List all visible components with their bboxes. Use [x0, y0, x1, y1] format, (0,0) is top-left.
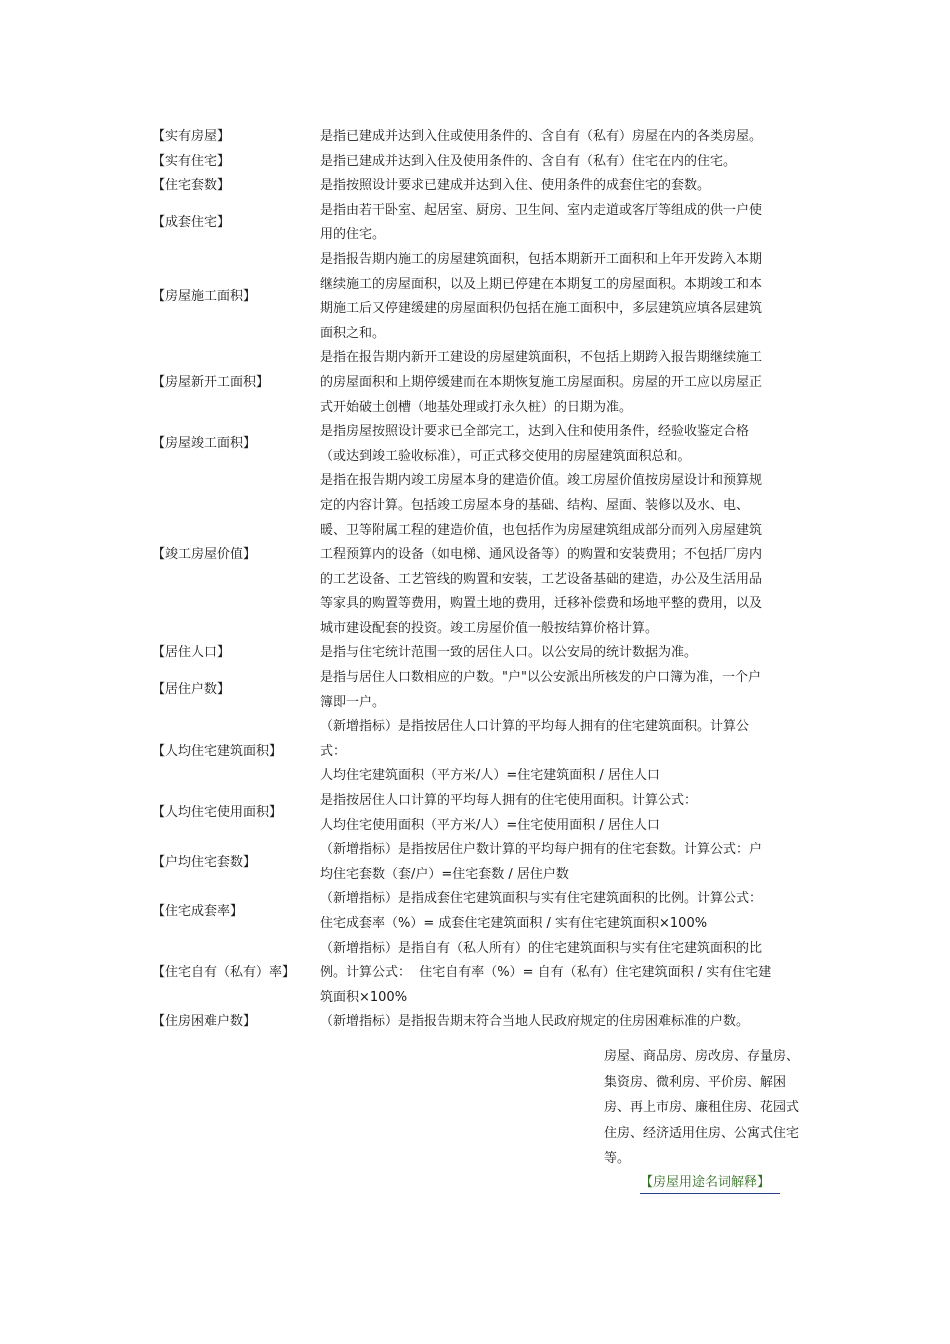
- definition-line: 例。计算公式： 住宅自有率（%）= 自有（私有）住宅建筑面积 / 实有住宅建: [320, 965, 772, 981]
- glossary-definition: [320, 838, 812, 887]
- glossary-term: 【房屋新开工面积】: [152, 374, 270, 390]
- definition-line: （新增指标）是指自有（私人所有）的住宅建筑面积与实有住宅建筑面积的比: [320, 940, 763, 956]
- glossary-row: [152, 641, 832, 666]
- glossary-term: 【房屋竣工面积】: [152, 436, 257, 452]
- glossary-table: [152, 125, 832, 1035]
- glossary-definition: [320, 937, 812, 1011]
- definition-line: 是指按照设计要求已建成并达到入住、使用条件的成套住宅的套数。: [320, 178, 711, 194]
- definition-line: 是指由若干卧室、起居室、厨房、卫生间、室内走道或客厅等组成的供一户使: [320, 202, 763, 218]
- definition-line: 是指与居住人口数相应的户数。"户"以公安派出所核发的户口簿为准，一个户: [320, 670, 761, 686]
- glossary-term: 【实有房屋】: [152, 129, 231, 144]
- glossary-term: 【住宅套数】: [152, 178, 231, 194]
- glossary-term: 【实有住宅】: [152, 153, 231, 169]
- glossary-row: [152, 838, 832, 887]
- definition-line: 定的内容计算。包括竣工房屋本身的基础、结构、屋面、装修以及水、电、: [320, 497, 750, 513]
- definition-line: 暖、卫等附属工程的建造价值，也包括作为房屋建筑组成部分而列入房屋建筑: [320, 522, 763, 538]
- definition-line: 城市建设配套的投资。竣工房屋价值一般按结算价格计算。: [320, 620, 659, 636]
- house-types-line: 等。: [604, 1151, 631, 1167]
- definition-line: 等家具的购置等费用，购置土地的费用，迁移补偿费和场地平整的费用，以及: [320, 596, 763, 612]
- glossary-definition: [320, 420, 812, 469]
- definition-line: 式：: [320, 743, 347, 759]
- definition-line: 面积之和。: [320, 325, 386, 341]
- glossary-row: [152, 937, 832, 1011]
- definition-line: 是指已建成并达到入住及使用条件的、含自有（私有）住宅在内的住宅。: [320, 153, 737, 169]
- definition-line: 是指在报告期内新开工建设的房屋建筑面积，不包括上期跨入报告期继续施工: [320, 350, 763, 366]
- glossary-definition: [320, 346, 812, 420]
- glossary-term: 【居住户数】: [152, 682, 231, 698]
- glossary-term: 【人均住宅使用面积】: [152, 805, 283, 821]
- definition-line: 筑面积×100%: [320, 989, 408, 1005]
- house-types-line: 集资房、微利房、平价房、解困: [604, 1074, 787, 1090]
- definition-line: 的工艺设备、工艺管线的购置和安装，工艺设备基础的建造，办公及生活用品: [320, 571, 763, 587]
- glossary-definition: [320, 715, 812, 789]
- definition-line: 是指报告期内施工的房屋建筑面积，包括本期新开工面积和上年开发跨入本期: [320, 251, 763, 267]
- definition-line: 工程预算内的设备（如电梯、通风设备等）的购置和安装费用；不包括厂房内: [320, 547, 763, 563]
- definition-line: 均住宅套数（套/户）=住宅套数 / 居住户数: [320, 866, 569, 882]
- glossary-row: [152, 248, 832, 346]
- definition-line: 是指在报告期内竣工房屋本身的建造价值。竣工房屋价值按房屋设计和预算规: [320, 473, 763, 489]
- definition-line: 用的住宅。: [320, 227, 386, 243]
- definition-line: 人均住宅使用面积（平方米/人）=住宅使用面积 / 居住人口: [320, 817, 660, 833]
- glossary-term: 【人均住宅建筑面积】: [152, 743, 283, 759]
- glossary-row: [152, 199, 832, 248]
- definition-line: 式开始破土创槽（地基处理或打永久桩）的日期为准。: [320, 399, 633, 415]
- glossary-row: [152, 174, 832, 199]
- glossary-definition: [320, 469, 812, 641]
- house-types-line: 房屋、商品房、房改房、存量房、: [604, 1049, 800, 1064]
- glossary-row: [152, 1010, 832, 1035]
- glossary-term: 【房屋施工面积】: [152, 288, 257, 304]
- definition-line: （新增指标）是指按居住人口计算的平均每人拥有的住宅建筑面积。计算公: [320, 719, 750, 735]
- glossary-definition: [320, 150, 812, 175]
- definition-line: 继续施工的房屋面积，以及上期已停建在本期复工的房屋面积。本期竣工和本: [320, 276, 763, 292]
- definition-line: （新增指标）是指成套住宅建筑面积与实有住宅建筑面积的比例。计算公式：: [320, 891, 763, 907]
- glossary-definition: [320, 789, 812, 838]
- glossary-term: 【住宅成套率】: [152, 903, 244, 919]
- definition-line: 是指房屋按照设计要求已全部完工，达到入住和使用条件，经验收鉴定合格: [320, 424, 750, 440]
- definition-line: 是指按居住人口计算的平均每人拥有的住宅使用面积。计算公式：: [320, 793, 698, 809]
- definition-line: （新增指标）是指报告期末符合当地人民政府规定的住房困难标准的户数。: [320, 1014, 750, 1030]
- definition-line: 期施工后又停建缓建的房屋面积仍包括在施工面积中，多层建筑应填各层建筑: [320, 301, 763, 317]
- glossary-row: [152, 789, 832, 838]
- house-types-list: [604, 1044, 826, 1172]
- glossary-term: 【住宅自有（私有）率】: [152, 965, 296, 981]
- definition-line: 是指与住宅统计范围一致的居住人口。以公安局的统计数据为准。: [320, 645, 698, 661]
- definition-line: 住宅成套率（%）= 成套住宅建筑面积 / 实有住宅建筑面积×100%: [320, 916, 708, 931]
- definition-line: 簿即一户。: [320, 694, 386, 710]
- glossary-term: 【户均住宅套数】: [152, 854, 257, 870]
- definition-line: 是指已建成并达到入住或使用条件的、含自有（私有）房屋在内的各类房屋。: [320, 129, 763, 144]
- glossary-row: [152, 887, 832, 936]
- glossary-row: [152, 469, 832, 641]
- glossary-term: 【成套住宅】: [152, 215, 231, 231]
- definition-line: （新增指标）是指按居住户数计算的平均每户拥有的住宅套数。计算公式：户: [320, 842, 763, 858]
- house-types-line: 住房、经济适用住房、公寓式住宅: [604, 1125, 800, 1141]
- glossary-term: 【居住人口】: [152, 645, 231, 661]
- house-types-line: 房、再上市房、廉租住房、花园式: [604, 1100, 800, 1116]
- glossary-definition: [320, 174, 812, 199]
- definition-line: 的房屋面积和上期停缓建而在本期恢复施工房屋面积。房屋的开工应以房屋正: [320, 374, 763, 390]
- glossary-definition: [320, 887, 812, 936]
- definition-line: 人均住宅建筑面积（平方米/人）=住宅建筑面积 / 居住人口: [320, 768, 660, 784]
- glossary-definition: [320, 199, 812, 248]
- glossary-row: [152, 125, 832, 150]
- glossary-row: [152, 715, 832, 789]
- glossary-definition: [320, 1010, 812, 1035]
- glossary-term: 【竣工房屋价值】: [152, 547, 257, 563]
- house-usage-glossary-link[interactable]: 【房屋用途名词解释】: [640, 1173, 780, 1194]
- glossary-row: [152, 346, 832, 420]
- glossary-definition: [320, 248, 812, 346]
- glossary-row: [152, 666, 832, 715]
- glossary-term: 【住房困难户数】: [152, 1014, 257, 1030]
- glossary-row: [152, 150, 832, 175]
- definition-line: （或达到竣工验收标准），可正式移交使用的房屋建筑面积总和。: [320, 448, 691, 464]
- glossary-row: [152, 420, 832, 469]
- glossary-definition: [320, 641, 812, 666]
- glossary-definition: [320, 125, 812, 150]
- glossary-definition: [320, 666, 812, 715]
